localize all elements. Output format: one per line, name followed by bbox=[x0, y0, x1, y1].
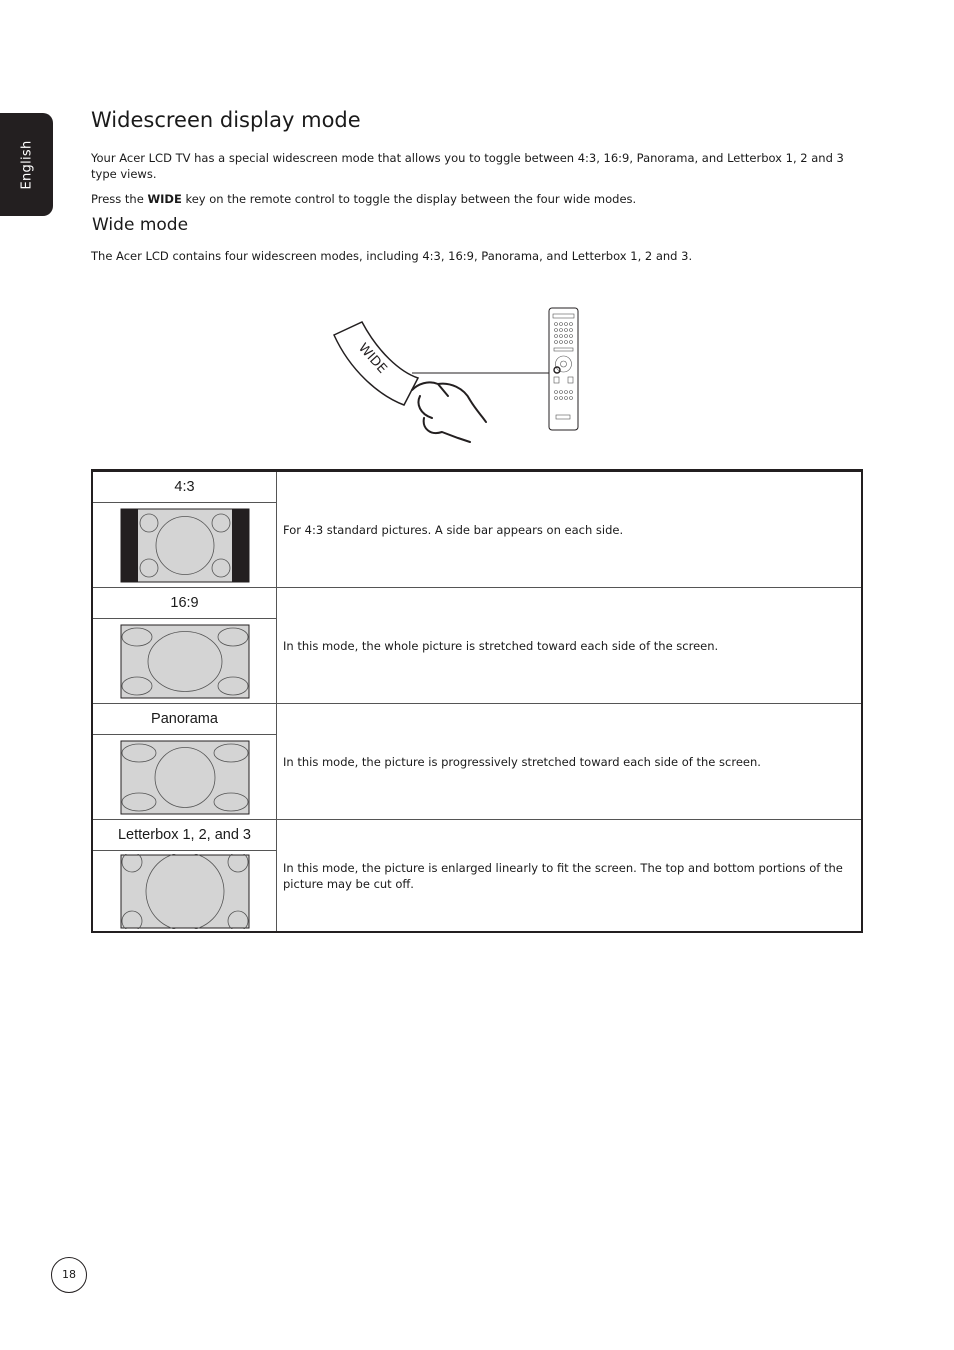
mode-description: In this mode, the picture is enlarged linearly to fit the screen. The top and bottom portions of the picture may be cut off. bbox=[277, 820, 863, 933]
language-label: English bbox=[19, 139, 34, 190]
mode-description: For 4:3 standard pictures. A side bar appears on each side. bbox=[277, 471, 863, 588]
mode-description: In this mode, the picture is progressively stretched toward each side of the screen. bbox=[277, 704, 863, 820]
language-tab bbox=[0, 113, 53, 216]
instruction-text-post: key on the remote control to toggle the display between the four wide modes. bbox=[181, 192, 637, 206]
mode-picture-cell bbox=[92, 619, 277, 704]
mode-label: Panorama bbox=[92, 704, 277, 735]
mode-picture-cell bbox=[92, 735, 277, 820]
page-number: 18 bbox=[51, 1257, 87, 1293]
mode-description: In this mode, the whole picture is stretched toward each side of the screen. bbox=[277, 588, 863, 704]
mode-picture-cell bbox=[92, 851, 277, 933]
page-title: Widescreen display mode bbox=[91, 108, 361, 132]
mode-label: Letterbox 1, 2, and 3 bbox=[92, 820, 277, 851]
hand-icon bbox=[412, 382, 486, 442]
wide-mode-description: The Acer LCD contains four widescreen modes, including 4:3, 16:9, Panorama, and Letterbox 1, 2 and 3. bbox=[91, 249, 693, 263]
remote-wide-key-illustration bbox=[320, 300, 590, 450]
table-row bbox=[92, 588, 862, 619]
table-row bbox=[92, 471, 862, 503]
table-row bbox=[92, 704, 862, 735]
mode-panorama-diagram bbox=[120, 740, 250, 815]
intro-paragraph: Your Acer LCD TV has a special widescreen mode that allows you to toggle between 4:3, 16:9, Panorama, and Letterbox 1, 2 and 3 type views. bbox=[91, 151, 844, 181]
wide-key-instruction bbox=[91, 191, 866, 207]
mode-label: 4:3 bbox=[92, 471, 277, 503]
wide-modes-table bbox=[91, 469, 863, 933]
wide-key-name: WIDE bbox=[147, 192, 182, 206]
mode-picture-cell bbox=[92, 503, 277, 588]
mode-label: 16:9 bbox=[92, 588, 277, 619]
mode-letterbox-diagram bbox=[120, 854, 250, 929]
mode-4-3-diagram bbox=[120, 508, 250, 583]
wide-key-label: WIDE bbox=[355, 340, 390, 377]
table-row bbox=[92, 820, 862, 851]
remote-control bbox=[549, 308, 578, 430]
mode-16-9-diagram bbox=[120, 624, 250, 699]
section-title: Wide mode bbox=[92, 215, 189, 235]
instruction-text-pre: Press the bbox=[91, 192, 148, 206]
